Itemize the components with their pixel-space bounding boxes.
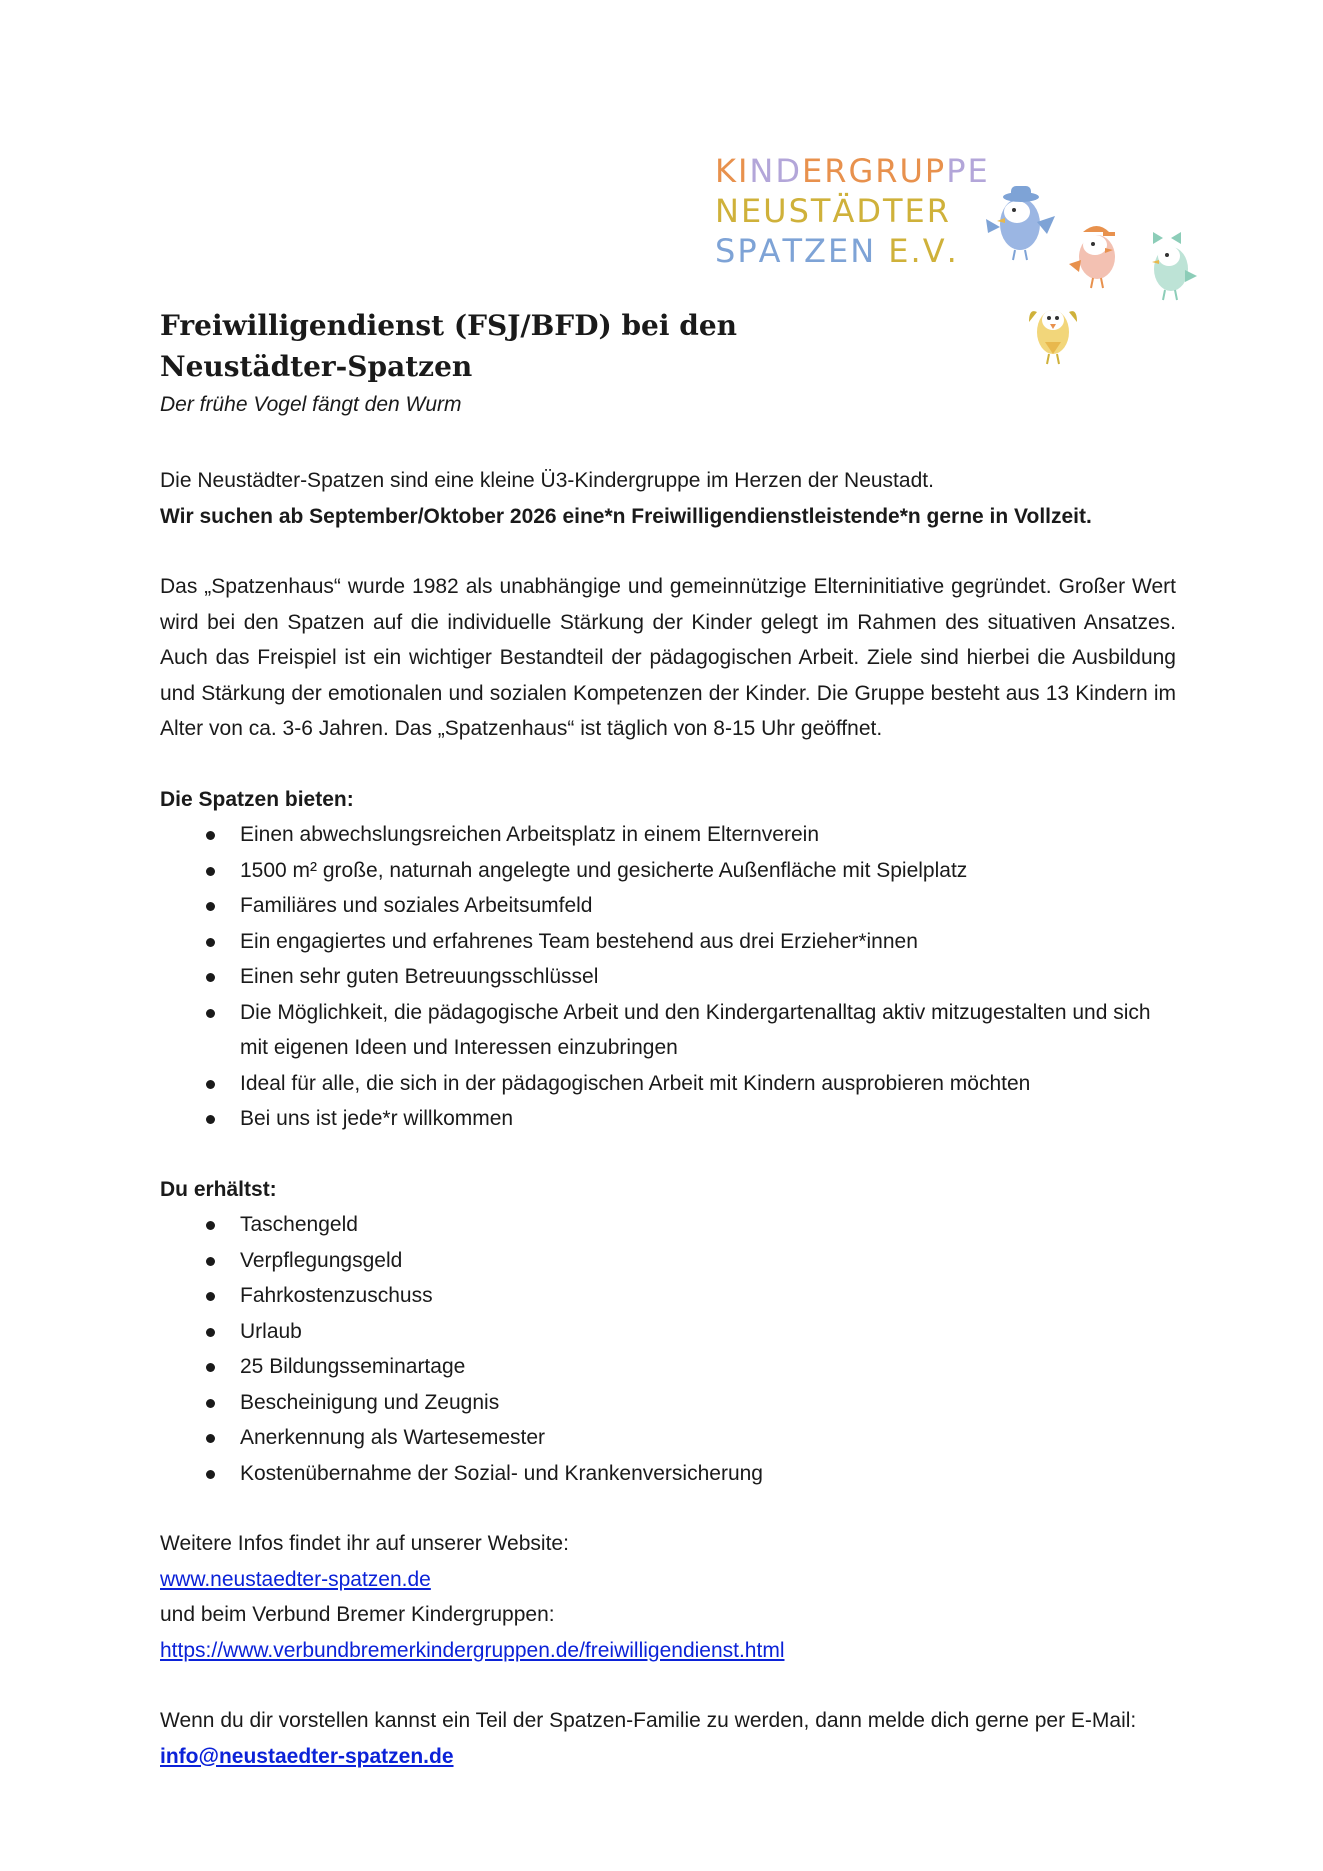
document-body (160, 305, 1176, 1774)
logo-letter: S (788, 192, 811, 230)
bullet-icon (206, 1292, 215, 1301)
page-title (160, 305, 1176, 387)
description-paragraph: Das „Spatzenhaus“ wurde 1982 als unabhängige und gemeinnützige Elterninitiative gegründet. Großer Wert wird bei den Spatzen auf die individuelle Stärkung der Kinder gelegt im Rahmen des situativen Ansatzes. Auch das Freispiel ist ein wichtiger Bestandteil der pädagogischen Arbeit. Ziele sind hierbei die Ausbildung und Stärkung der emotionalen und sozialen Kompetenzen der Kinder. Die Gruppe besteht aus 13 Kindern im Alter von ca. 3-6 Jahren. Das „Spatzenhaus“ ist täglich von 8-15 Uhr geöffnet. (160, 575, 1176, 740)
offers-heading: Die Spatzen bieten: (160, 787, 354, 811)
logo-letter: T (882, 192, 905, 230)
list-item-text: Anerkennung als Wartesemester (240, 1426, 546, 1449)
contact-text: Wenn du dir vorstellen kannst ein Teil der Spatzen-Familie zu werden, dann melde dich gerne per E-Mail: (160, 1709, 1137, 1732)
list-item-text: Bei uns ist jede*r willkommen (240, 1107, 514, 1130)
bullet-icon (206, 1115, 215, 1124)
logo-letter: A (758, 232, 783, 270)
bullet-icon (206, 938, 215, 947)
logo-letter: S (715, 232, 738, 270)
bullet-icon (206, 1434, 215, 1443)
list-item (160, 1278, 1176, 1314)
list-item-text: Die Möglichkeit, die pädagogische Arbeit und den Kindergartenalltag aktiv mitzugestalten und sich mit eigenen Ideen und Interessen einzubringen (240, 1000, 1151, 1059)
logo-letter: R (926, 192, 951, 230)
logo-letter: Z (804, 232, 828, 270)
bullet-icon (206, 867, 215, 876)
bullet-icon (206, 1328, 215, 1337)
verbund-link[interactable]: https://www.verbundbremerkindergruppen.de/freiwilligendienst.html (160, 1638, 785, 1662)
logo-letter: D (775, 152, 802, 190)
logo-letter: P (924, 152, 947, 190)
list-item-text: Taschengeld (240, 1213, 358, 1236)
bullet-icon (206, 1363, 215, 1372)
logo-letter: K (715, 152, 738, 190)
website-link[interactable]: www.neustaedter-spatzen.de (160, 1567, 431, 1591)
bullet-icon (206, 902, 215, 911)
logo-letter: T (810, 192, 833, 230)
list-item-text: Bescheinigung und Zeugnis (240, 1390, 500, 1414)
bullet-icon (206, 973, 215, 982)
intro-text: Die Neustädter-Spatzen sind eine kleine Ü3-Kindergruppe im Herzen der Neustadt. (160, 469, 934, 492)
list-item (160, 1456, 1176, 1492)
email-link[interactable]: info@neustaedter-spatzen.de (160, 1744, 454, 1768)
logo-letter: . (946, 232, 959, 270)
logo-letter: P (737, 232, 759, 270)
verbund-intro: und beim Verbund Bremer Kindergruppen: (160, 1603, 555, 1626)
logo-letter: V (922, 232, 947, 270)
logo-letter: N (749, 152, 776, 190)
list-item (160, 1314, 1176, 1350)
list-item (160, 1066, 1176, 1102)
list-item-text: Einen abwechslungsreichen Arbeitsplatz in einem Elternverein (240, 823, 819, 846)
list-item-text: Fahrkostenzuschuss (240, 1284, 433, 1307)
list-item (160, 817, 1176, 853)
list-item-text: Verpflegungsgeld (240, 1248, 403, 1272)
list-item (160, 1243, 1176, 1279)
logo-letter: Ä (832, 192, 857, 230)
logo-letter: E (827, 232, 851, 270)
list-item (160, 959, 1176, 995)
intro-highlight: Wir suchen ab September/Oktober 2026 eine*n Freiwilligendienstleistende*n gerne in Vollzeit. (160, 504, 1092, 528)
logo-letter: E (802, 152, 825, 190)
list-item (160, 853, 1176, 889)
links-section (160, 1526, 1176, 1668)
list-item-text: Ideal für alle, die sich in der pädagogischen Arbeit mit Kindern ausprobieren möchten (240, 1071, 1031, 1095)
logo-letter: U (763, 192, 789, 230)
logo-letter: P (946, 152, 968, 190)
logo-letter: N (850, 232, 877, 270)
list-item-text: Familiäres und soziales Arbeitsumfeld (240, 894, 593, 917)
logo-letter: N (715, 192, 741, 230)
list-item-text: 1500 m² große, naturnah angelegte und gesicherte Außenfläche mit Spielplatz (240, 858, 968, 882)
benefits-heading: Du erhältst: (160, 1177, 277, 1201)
bullet-icon (206, 1257, 215, 1266)
bullet-icon (206, 1080, 215, 1089)
list-item (160, 995, 1176, 1066)
subtitle: Der frühe Vogel fängt den Wurm (160, 393, 462, 416)
logo-letter: . (910, 232, 923, 270)
bullet-icon (206, 1221, 215, 1230)
logo-letter: G (848, 152, 876, 190)
green-bird-icon (1152, 232, 1197, 300)
list-item (160, 1420, 1176, 1456)
logo-letter: E (740, 192, 764, 230)
offers-list (160, 817, 1176, 1137)
bullet-icon (206, 1470, 215, 1479)
logo-letter: E (888, 232, 911, 270)
list-item-text: 25 Bildungsseminartage (240, 1355, 466, 1378)
logo-letter: D (856, 192, 883, 230)
website-intro: Weitere Infos findet ihr auf unserer Website: (160, 1532, 569, 1555)
logo-letter: R (824, 152, 849, 190)
logo-letter: I (737, 152, 750, 190)
list-item-text: Ein engagiertes und erfahrenes Team bestehend aus drei Erzieher*innen (240, 929, 918, 953)
bullet-icon (206, 1009, 215, 1018)
title-line-2: Neustädter-Spatzen (160, 350, 473, 383)
contact-paragraph (160, 1703, 1176, 1774)
logo-letter: E (967, 152, 990, 190)
list-item-text: Einen sehr guten Betreuungsschlüssel (240, 965, 599, 988)
list-item (160, 1207, 1176, 1243)
list-item (160, 888, 1176, 924)
orange-bird-icon (1069, 226, 1115, 288)
logo-letter: E (904, 192, 927, 230)
title-line-1: Freiwilligendienst (FSJ/BFD) bei den (160, 309, 737, 342)
list-item (160, 924, 1176, 960)
list-item (160, 1385, 1176, 1421)
bullet-icon (206, 831, 215, 840)
list-item-text: Kostenübernahme der Sozial- und Krankenversicherung (240, 1461, 763, 1485)
list-item (160, 1349, 1176, 1385)
blue-bird-icon (986, 186, 1055, 260)
logo-letter: U (899, 152, 925, 190)
logo-letter: T (782, 232, 805, 270)
list-item-text: Urlaub (240, 1319, 302, 1343)
benefits-list (160, 1207, 1176, 1491)
bullet-icon (206, 1399, 215, 1408)
list-item (160, 1101, 1176, 1137)
logo-letter: R (875, 152, 900, 190)
